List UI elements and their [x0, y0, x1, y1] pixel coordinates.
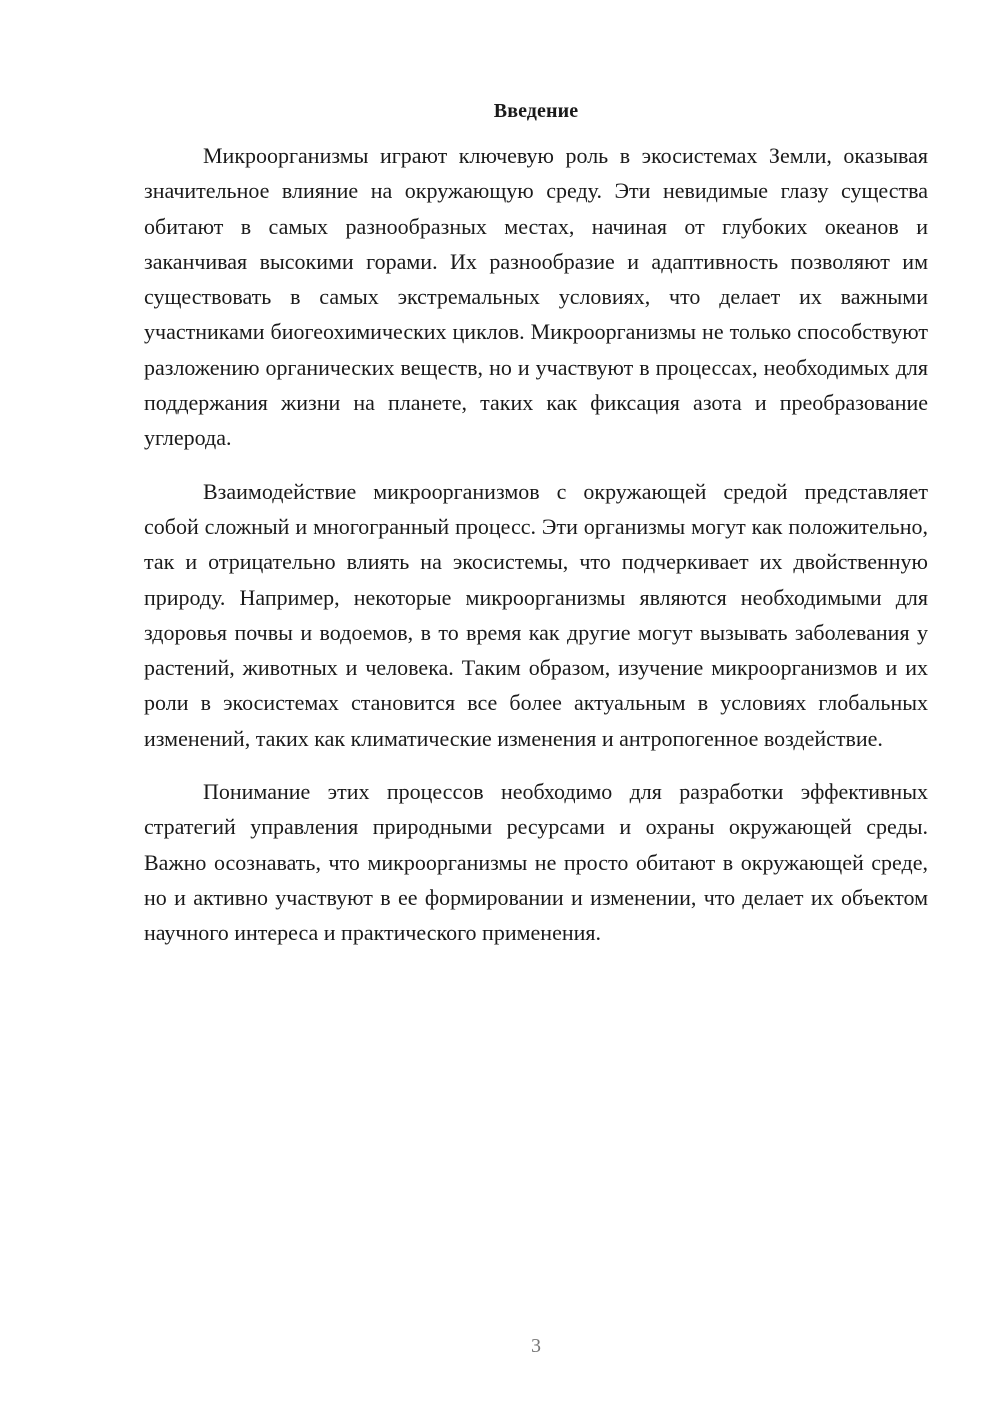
section-title: Введение: [493, 100, 579, 122]
page-content: [144, 96, 928, 951]
paragraph: Взаимодействие микроорганизмов с окружающей средой представляет собой сложный и многогранный процесс. Эти организмы могут как положительно, так и отрицательно влиять на экосистемы, что подчеркивает их двойственную природу. Например, некоторые микроорганизмы являются необходимыми для здоровья почвы и водоемов, в то время как другие могут вызывать заболевания у растений, животных и человека. Таким образом, изучение микроорганизмов и их роли в экосистемах становится все более актуальным в условиях глобальных изменений, таких как климатические изменения и антропогенное воздействие.: [144, 478, 928, 751]
paragraph: Микроорганизмы играют ключевую роль в экосистемах Земли, оказывая значительное влияние на окружающую среду. Эти невидимые глазу существа обитают в самых разнообразных местах, начиная от глубоких океанов и заканчивая высокими горами. Их разнообразие и адаптивность позволяют им существовать в самых экстремальных условиях, что делает их важными участниками биогеохимических циклов. Микроорганизмы не только способствуют разложению органических веществ, но и участвуют в процессах, необходимых для поддержания жизни на планете, таких как фиксация азота и преобразование углерода.: [144, 143, 928, 451]
paragraph: Понимание этих процессов необходимо для разработки эффективных стратегий управления природными ресурсами и охраны окружающей среды. Важно осознавать, что микроорганизмы не просто обитают в окружающей среде, но и активно участвуют в ее формировании и изменении, что делает их объектом научного интереса и практического применения.: [144, 779, 928, 946]
page-number: 3: [531, 1335, 541, 1357]
